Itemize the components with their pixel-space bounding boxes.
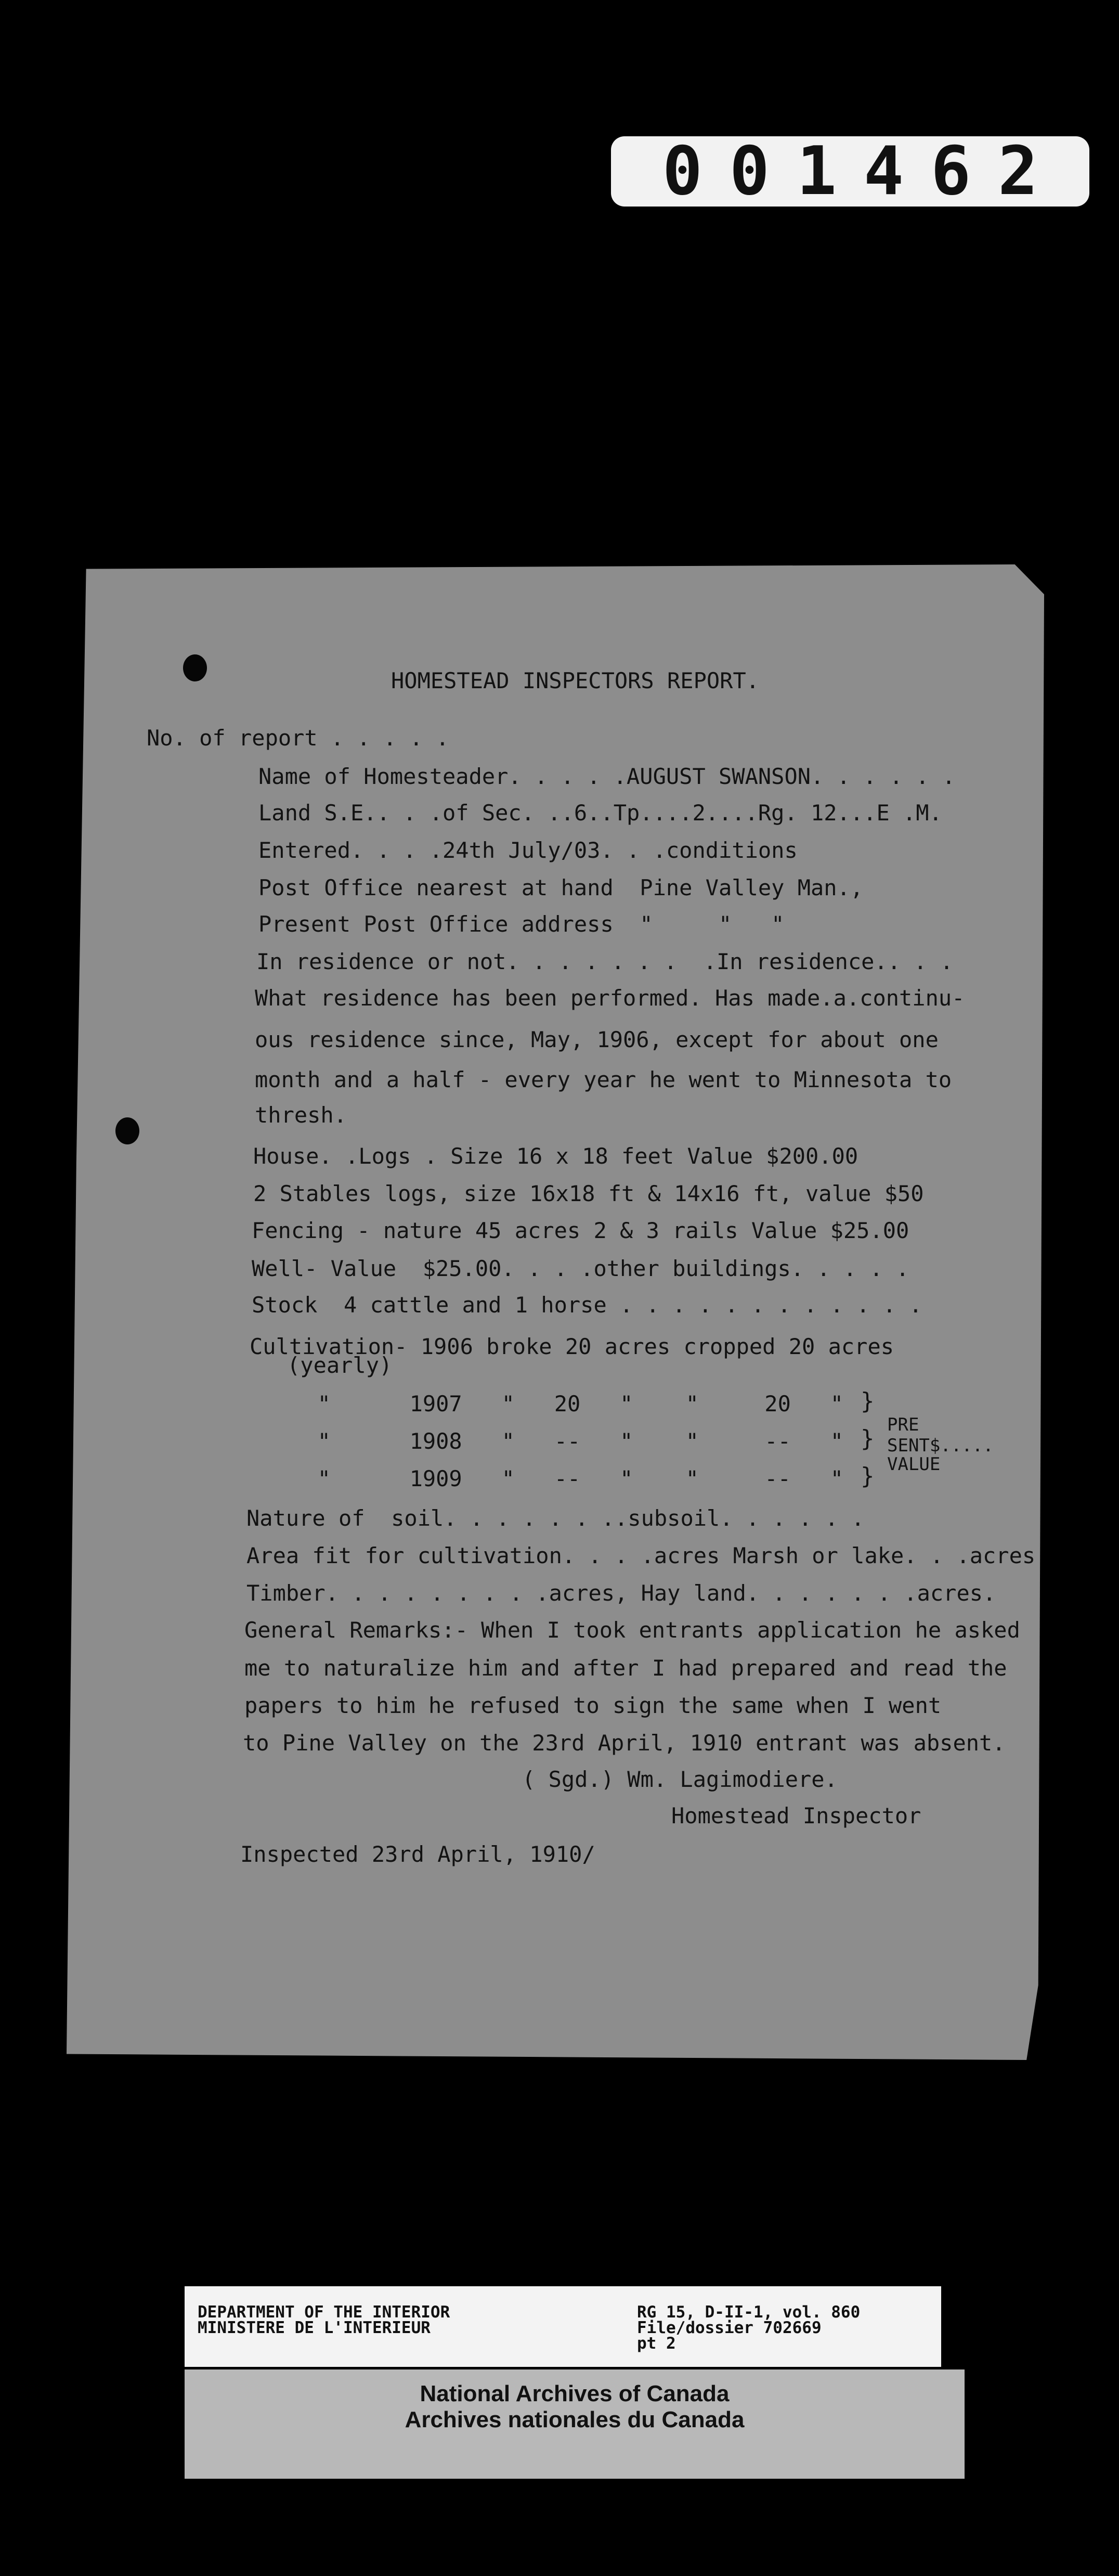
- report-line: to Pine Valley on the 23rd April, 1910 entrant was absent.: [243, 1730, 1006, 1756]
- signature: ( Sgd.) Wm. Lagimodiere.: [522, 1767, 838, 1792]
- report-line: Nature of soil. . . . . . ..subsoil. . . . . .: [246, 1505, 865, 1531]
- report-line: Land S.E.. . .of Sec. ..6..Tp....2....Rg. 12...E .M.: [258, 800, 942, 826]
- cultivation-row: " 1907 " 20 " " 20 ": [291, 1391, 844, 1416]
- report-line: House. .Logs . Size 16 x 18 feet Value $200.00: [253, 1143, 858, 1169]
- report-line: thresh.: [255, 1102, 347, 1128]
- ref-line-3: pt 2: [637, 2334, 676, 2353]
- punch-hole: [183, 654, 207, 681]
- brace: }: [861, 1425, 875, 1452]
- report-line: Fencing - nature 45 acres 2 & 3 rails Value $25.00: [252, 1218, 909, 1243]
- report-line: Present Post Office address " " ": [258, 911, 785, 937]
- report-line: Name of Homesteader. . . . .AUGUST SWANSON. . . . . .: [258, 764, 956, 789]
- report-line: In residence or not. . . . . . . .In residence.. . .: [256, 949, 954, 974]
- inspector-title: Homestead Inspector: [671, 1803, 921, 1828]
- cultivation-row: " 1908 " -- " " -- ": [291, 1428, 844, 1454]
- inspected-date: Inspected 23rd April, 1910/: [240, 1841, 595, 1867]
- report-line: General Remarks:- When I took entrants application he asked: [244, 1617, 1020, 1643]
- report-line: 2 Stables logs, size 16x18 ft & 14x16 ft, value $50: [253, 1181, 924, 1206]
- report-line: Timber. . . . . . . . .acres, Hay land. . . . . . .acres.: [246, 1580, 996, 1606]
- ref-line-2: File/dossier 702669: [637, 2319, 822, 2337]
- ref-line-1: RG 15, D-II-1, vol. 860: [637, 2303, 861, 2322]
- stamp-number: [611, 132, 1089, 210]
- archives-en: National Archives of Canada: [420, 2381, 730, 2406]
- dept-en: DEPARTMENT OF THE INTERIOR: [198, 2303, 450, 2322]
- archive-name-label: [185, 2369, 965, 2479]
- report-line: Stock 4 cattle and 1 horse . . . . . . . . . . . .: [252, 1292, 922, 1318]
- report-line: Cultivation- 1906 broke 20 acres cropped 20 acres: [250, 1334, 894, 1359]
- report-heading: HOMESTEAD INSPECTORS REPORT.: [391, 668, 760, 693]
- report-line: papers to him he refused to sign the same when I went: [244, 1693, 942, 1718]
- archives-fr: Archives nationales du Canada: [405, 2407, 745, 2432]
- report-line: ous residence since, May, 1906, except for about one: [255, 1027, 939, 1052]
- report-line: (yearly): [287, 1353, 393, 1378]
- report-line: No. of report . . . . .: [147, 725, 449, 751]
- present-value-label: VALUE: [887, 1454, 941, 1475]
- cultivation-row: " 1909 " -- " " -- ": [291, 1466, 844, 1491]
- report-line: Area fit for cultivation. . . .acres Marsh or lake. . .acres: [246, 1543, 1036, 1568]
- report-line: What residence has been performed. Has made.a.continu-: [255, 985, 965, 1011]
- report-line: Well- Value $25.00. . . .other buildings. . . . .: [252, 1256, 909, 1281]
- brace: }: [861, 1463, 875, 1489]
- dept-fr: MINISTERE DE L'INTERIEUR: [198, 2319, 431, 2337]
- punch-hole: [115, 1117, 139, 1144]
- report-line: month and a half - every year he went to Minnesota to: [255, 1067, 952, 1092]
- present-value-label: SENT$.....: [887, 1435, 994, 1456]
- archive-reference-label: [185, 2286, 941, 2367]
- stamp-number-text: 001462: [662, 132, 1065, 210]
- brace: }: [861, 1388, 875, 1414]
- report-line: me to naturalize him and after I had prepared and read the: [244, 1655, 1007, 1681]
- present-value-label: PRE: [887, 1414, 919, 1435]
- report-line: Post Office nearest at hand Pine Valley Man.,: [258, 875, 864, 900]
- report-line: Entered. . . .24th July/03. . .conditions: [258, 838, 798, 863]
